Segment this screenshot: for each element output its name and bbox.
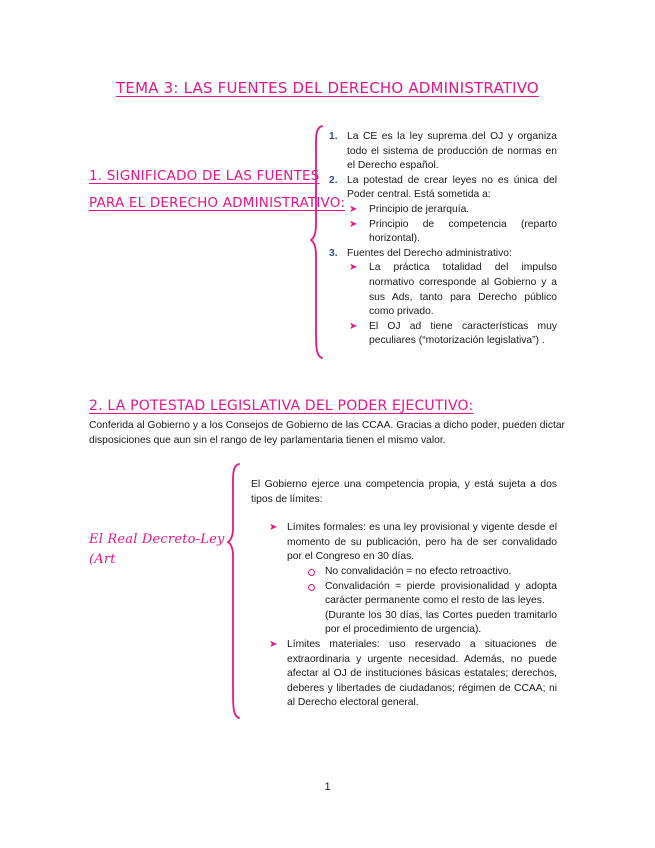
block-intro: El Gobierno ejerce una competencia propia, y está sujeta a dos tipos de límites: (251, 479, 557, 505)
circle-sub-item (251, 565, 557, 580)
sub-item (329, 320, 557, 349)
side-label-line1: El Real Decreto-Ley (89, 532, 225, 547)
curly-brace-icon (310, 124, 326, 360)
side-label-line2: (Art (89, 552, 116, 567)
item-text: Fuentes del Derecho administrativo: (347, 247, 512, 259)
circle-bullet-icon (308, 584, 315, 591)
section2-block (251, 478, 557, 711)
arrow-bullet-icon: ➤ (269, 522, 278, 534)
circle-bullet-icon (308, 569, 315, 576)
item-text: La CE es la ley suprema del OJ y organiza todo el sistema de producción de normas en el Derecho español. (347, 131, 557, 172)
curly-brace-icon (227, 462, 243, 720)
section1-heading-line2: PARA EL DERECHO ADMINISTRATIVO: (89, 195, 346, 211)
sub-item (329, 261, 557, 319)
section1-list (329, 130, 557, 349)
arrow-bullet-icon: ➤ (349, 218, 358, 230)
section2-heading: 2. LA POTESTAD LEGISLATIVA DEL PODER EJECUTIVO: (89, 398, 474, 414)
sub-item-text: La práctica totalidad del impulso normativo corresponde al Gobierno y a sus Ads, tanto para Derecho público como privado. (369, 262, 557, 318)
section1-heading-line1: 1. SIGNIFICADO DE LAS FUENTES (89, 168, 320, 184)
section1-heading (89, 163, 345, 217)
arrow-bullet-icon: ➤ (349, 320, 358, 332)
sub-item-text: El OJ ad tiene características muy peculiares (“motorización legislativa”) . (369, 320, 557, 347)
list-item (329, 130, 557, 174)
page-number: 1 (324, 781, 331, 793)
item-text: La potestad de crear leyes no es única del Poder central. Está sometida a: (347, 174, 557, 201)
item-number: 1. (329, 131, 338, 142)
limit-item (251, 521, 557, 565)
arrow-bullet-icon: ➤ (349, 203, 358, 215)
sub-item-text: Principio de jerarquía. (369, 203, 470, 215)
circle-sub-item (251, 580, 557, 609)
list-item (329, 247, 557, 262)
side-label (89, 530, 225, 570)
section2-intro: Conferida al Gobierno y a los Consejos de Gobierno de las CCAA. Gracias a dicho poder, pueden dictar disposiciones que aun sin el rango de ley parlamentaria tienen el mismo valor. (89, 420, 565, 446)
limit-text: Límites materiales: uso reservado a situaciones de extraordinaria y urgente necesidad. Además, no puede afectar al OJ de instituciones básicas estatales; derechos, deberes y libertades de ciudadanos; régimen de CCAA; ni al Derecho electoral general. (287, 638, 557, 709)
limit-text: Límites formales: es una ley provisional y vigente desde el momento de su publicación, pero ha de ser convalidado por el Congreso en 30 días. (287, 522, 557, 563)
circle-sub-text: No convalidación = no efecto retroactivo. (325, 565, 512, 577)
arrow-bullet-icon: ➤ (349, 262, 358, 274)
arrow-bullet-icon: ➤ (269, 638, 278, 650)
circle-sub-text: Convalidación = pierde provisionalidad y adopta carácter permanente como el resto de las leyes. (325, 580, 557, 607)
page-title: TEMA 3: LAS FUENTES DEL DERECHO ADMINISTRATIVO (116, 79, 539, 97)
sub-item-text: Principio de competencia (reparto horizontal). (369, 218, 557, 245)
sub-item (329, 218, 557, 247)
sub-item (329, 203, 557, 218)
list-item (329, 174, 557, 203)
circle-sub-continuation: (Durante los 30 días, las Cortes pueden tramitarlo por el procedimiento de urgencia). (325, 609, 557, 636)
item-number: 3. (329, 247, 338, 259)
limit-item (251, 638, 557, 711)
item-number: 2. (329, 174, 338, 186)
